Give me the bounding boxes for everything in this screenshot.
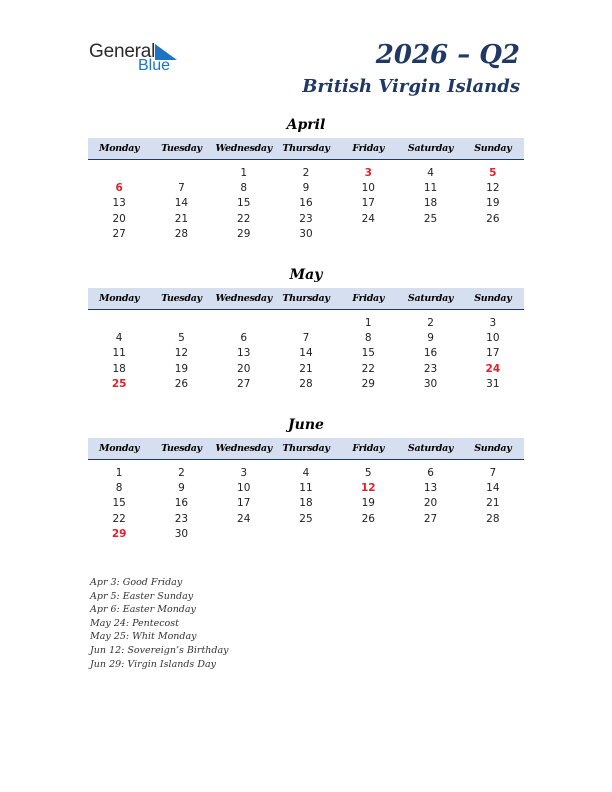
day-cell: 26	[486, 212, 500, 225]
day-cell: 28	[486, 512, 500, 525]
weekday-label: Thursday	[282, 443, 330, 454]
day-cell: 30	[299, 227, 313, 240]
weekday-header-row	[88, 438, 524, 460]
day-cell: 17	[237, 497, 251, 510]
day-cell: 21	[486, 497, 500, 510]
holiday-list	[90, 576, 229, 671]
day-cell: 22	[112, 512, 126, 525]
day-cell: 7	[302, 332, 310, 345]
day-cell: 21	[174, 212, 189, 225]
week-grid	[88, 160, 524, 242]
day-cell: 1	[240, 167, 248, 179]
day-cell: 23	[174, 512, 189, 525]
day-cell-holiday: 12	[360, 482, 376, 495]
day-cell: 19	[486, 197, 500, 210]
day-cell: 13	[423, 482, 438, 495]
day-cell-holiday: 24	[485, 362, 501, 375]
day-cell: 25	[423, 212, 438, 225]
holiday-list-item: May 24: Pentecost	[90, 617, 179, 629]
weekday-label: Wednesday	[215, 143, 272, 154]
day-cell: 5	[178, 332, 185, 345]
day-cell: 2	[302, 167, 310, 179]
day-cell: 11	[423, 182, 438, 195]
day-cell	[88, 166, 150, 181]
day-cell-holiday: 6	[115, 182, 123, 195]
weekday-header-row	[88, 138, 524, 160]
week-row	[88, 227, 524, 242]
day-cell: 6	[240, 332, 248, 345]
page-title: 2026 – Q2	[375, 40, 520, 70]
day-cell	[399, 227, 461, 242]
day-cell-holiday: 5	[489, 167, 497, 179]
day-cell: 7	[489, 467, 497, 479]
weekday-label: Monday	[99, 293, 140, 304]
holiday-list-item: Apr 5: Easter Sunday	[90, 590, 194, 602]
week-row	[88, 212, 524, 227]
logo-text-blue: Blue	[138, 57, 171, 74]
day-cell: 23	[423, 362, 438, 375]
holiday-list-item: May 25: Whit Monday	[90, 631, 197, 643]
week-row	[88, 181, 524, 196]
day-cell: 16	[299, 197, 313, 210]
weekday-label: Friday	[352, 443, 385, 454]
day-cell: 9	[427, 332, 434, 345]
day-cell: 22	[237, 212, 251, 225]
day-cell: 20	[237, 362, 251, 375]
day-cell: 16	[423, 347, 438, 360]
month-may	[88, 266, 524, 392]
day-cell: 10	[237, 482, 251, 495]
day-cell: 8	[364, 332, 372, 345]
day-cell: 7	[178, 182, 185, 195]
day-cell	[213, 316, 275, 331]
day-cell: 15	[361, 347, 375, 360]
day-cell: 4	[427, 167, 434, 179]
day-cell: 29	[361, 377, 375, 390]
logo	[89, 41, 189, 77]
day-cell: 19	[361, 497, 375, 510]
day-cell: 12	[174, 347, 189, 360]
day-cell: 29	[237, 227, 251, 240]
day-cell: 14	[174, 197, 189, 210]
day-cell	[337, 527, 399, 542]
day-cell: 30	[423, 377, 438, 390]
day-cell: 23	[299, 212, 313, 225]
weekday-label: Sunday	[474, 143, 512, 154]
day-cell	[88, 316, 150, 331]
weekday-label: Friday	[352, 293, 385, 304]
day-cell: 8	[240, 182, 248, 195]
day-cell	[337, 227, 399, 242]
day-cell: 10	[361, 182, 375, 195]
day-cell: 11	[112, 347, 126, 360]
week-grid	[88, 310, 524, 392]
weekday-label: Friday	[352, 143, 385, 154]
day-cell: 14	[486, 482, 500, 495]
day-cell: 9	[178, 482, 185, 495]
weekday-label: Thursday	[282, 143, 330, 154]
weekday-label: Saturday	[407, 143, 454, 154]
holiday-list-item: Apr 3: Good Friday	[90, 577, 183, 588]
day-cell: 1	[364, 317, 372, 329]
week-row	[88, 377, 524, 392]
month-name: April	[286, 117, 326, 133]
day-cell: 5	[364, 467, 372, 479]
day-cell: 13	[112, 197, 126, 210]
weekday-label: Wednesday	[215, 293, 272, 304]
weekday-label: Wednesday	[215, 443, 272, 454]
weekday-label: Saturday	[407, 293, 454, 304]
day-cell: 28	[174, 227, 189, 240]
day-cell: 20	[112, 212, 126, 225]
day-cell: 19	[174, 362, 189, 375]
week-row	[88, 496, 524, 511]
day-cell	[462, 227, 524, 242]
day-cell	[399, 527, 461, 542]
weekday-label: Thursday	[282, 293, 330, 304]
day-cell	[275, 316, 337, 331]
day-cell: 24	[361, 212, 375, 225]
week-row	[88, 481, 524, 496]
day-cell: 30	[174, 527, 189, 540]
day-cell: 18	[112, 362, 126, 375]
week-row	[88, 316, 524, 331]
day-cell: 27	[112, 227, 126, 240]
day-cell: 28	[299, 377, 313, 390]
day-cell: 2	[178, 467, 185, 479]
day-cell: 4	[115, 332, 123, 345]
week-grid	[88, 460, 524, 542]
day-cell: 3	[489, 317, 497, 329]
day-cell: 26	[361, 512, 375, 525]
week-row	[88, 166, 524, 181]
day-cell: 11	[299, 482, 313, 495]
day-cell: 9	[302, 182, 310, 195]
day-cell	[150, 166, 212, 181]
week-row	[88, 466, 524, 481]
weekday-label: Sunday	[474, 293, 512, 304]
month-june	[88, 416, 524, 542]
weekday-label: Saturday	[407, 443, 454, 454]
day-cell: 27	[423, 512, 438, 525]
holiday-list-item: Jun 12: Sovereign’s Birthday	[90, 644, 229, 656]
day-cell	[275, 527, 337, 542]
day-cell: 25	[299, 512, 313, 525]
day-cell-holiday: 25	[111, 377, 127, 390]
weekday-header-row	[88, 288, 524, 310]
holiday-list-item: Apr 6: Easter Monday	[90, 604, 196, 616]
month-name: May	[289, 267, 323, 283]
day-cell: 21	[299, 362, 313, 375]
day-cell: 17	[486, 347, 500, 360]
page-subtitle: British Virgin Islands	[302, 76, 520, 97]
month-name: June	[288, 417, 324, 433]
day-cell: 17	[361, 197, 375, 210]
day-cell: 15	[237, 197, 251, 210]
week-row	[88, 346, 524, 361]
day-cell: 10	[486, 332, 500, 345]
day-cell: 4	[302, 467, 310, 479]
weekday-label: Monday	[99, 443, 140, 454]
weekday-label: Tuesday	[161, 293, 202, 304]
week-row	[88, 512, 524, 527]
day-cell-holiday: 29	[111, 527, 127, 540]
day-cell: 18	[299, 497, 313, 510]
day-cell: 14	[299, 347, 313, 360]
day-cell: 3	[240, 467, 248, 479]
weekday-label: Sunday	[474, 443, 512, 454]
day-cell: 16	[174, 497, 189, 510]
day-cell: 15	[112, 497, 126, 510]
month-april	[88, 116, 524, 242]
day-cell: 18	[423, 197, 438, 210]
day-cell: 13	[237, 347, 251, 360]
week-row	[88, 331, 524, 346]
weekday-label: Monday	[99, 143, 140, 154]
weekday-label: Tuesday	[161, 143, 202, 154]
day-cell: 6	[427, 467, 434, 479]
day-cell	[213, 527, 275, 542]
day-cell: 26	[174, 377, 189, 390]
weekday-label: Tuesday	[161, 443, 202, 454]
day-cell: 31	[486, 377, 500, 390]
day-cell-holiday: 3	[364, 167, 372, 179]
day-cell: 1	[115, 467, 123, 479]
day-cell	[150, 316, 212, 331]
day-cell: 20	[423, 497, 438, 510]
day-cell	[462, 527, 524, 542]
day-cell: 8	[115, 482, 123, 495]
day-cell: 24	[237, 512, 251, 525]
day-cell: 27	[237, 377, 251, 390]
week-row	[88, 196, 524, 211]
holiday-list-item: Jun 29: Virgin Islands Day	[90, 658, 216, 670]
week-row	[88, 527, 524, 542]
day-cell: 2	[427, 317, 434, 329]
day-cell: 22	[361, 362, 375, 375]
week-row	[88, 362, 524, 377]
logo-text-general: General	[89, 41, 156, 62]
day-cell: 12	[486, 182, 500, 195]
